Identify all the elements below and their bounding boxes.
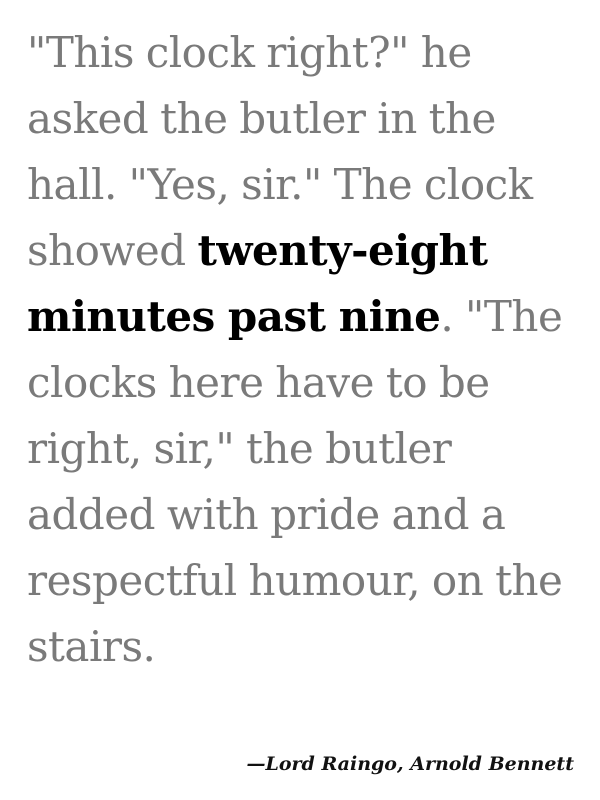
attribution: —Lord Raingo, Arnold Bennett — [246, 753, 574, 775]
quote-before: "This clock right?" he asked the butler in the hall. "Yes, sir." The clock showed — [27, 28, 533, 275]
quote-after: . "The clocks here have to be right, sir," the butler added with pride and a respectful humour, on the stairs. — [27, 292, 563, 671]
quote-time-highlight: twenty-eight minutes past nine — [27, 226, 488, 341]
quote-text — [27, 20, 580, 680]
